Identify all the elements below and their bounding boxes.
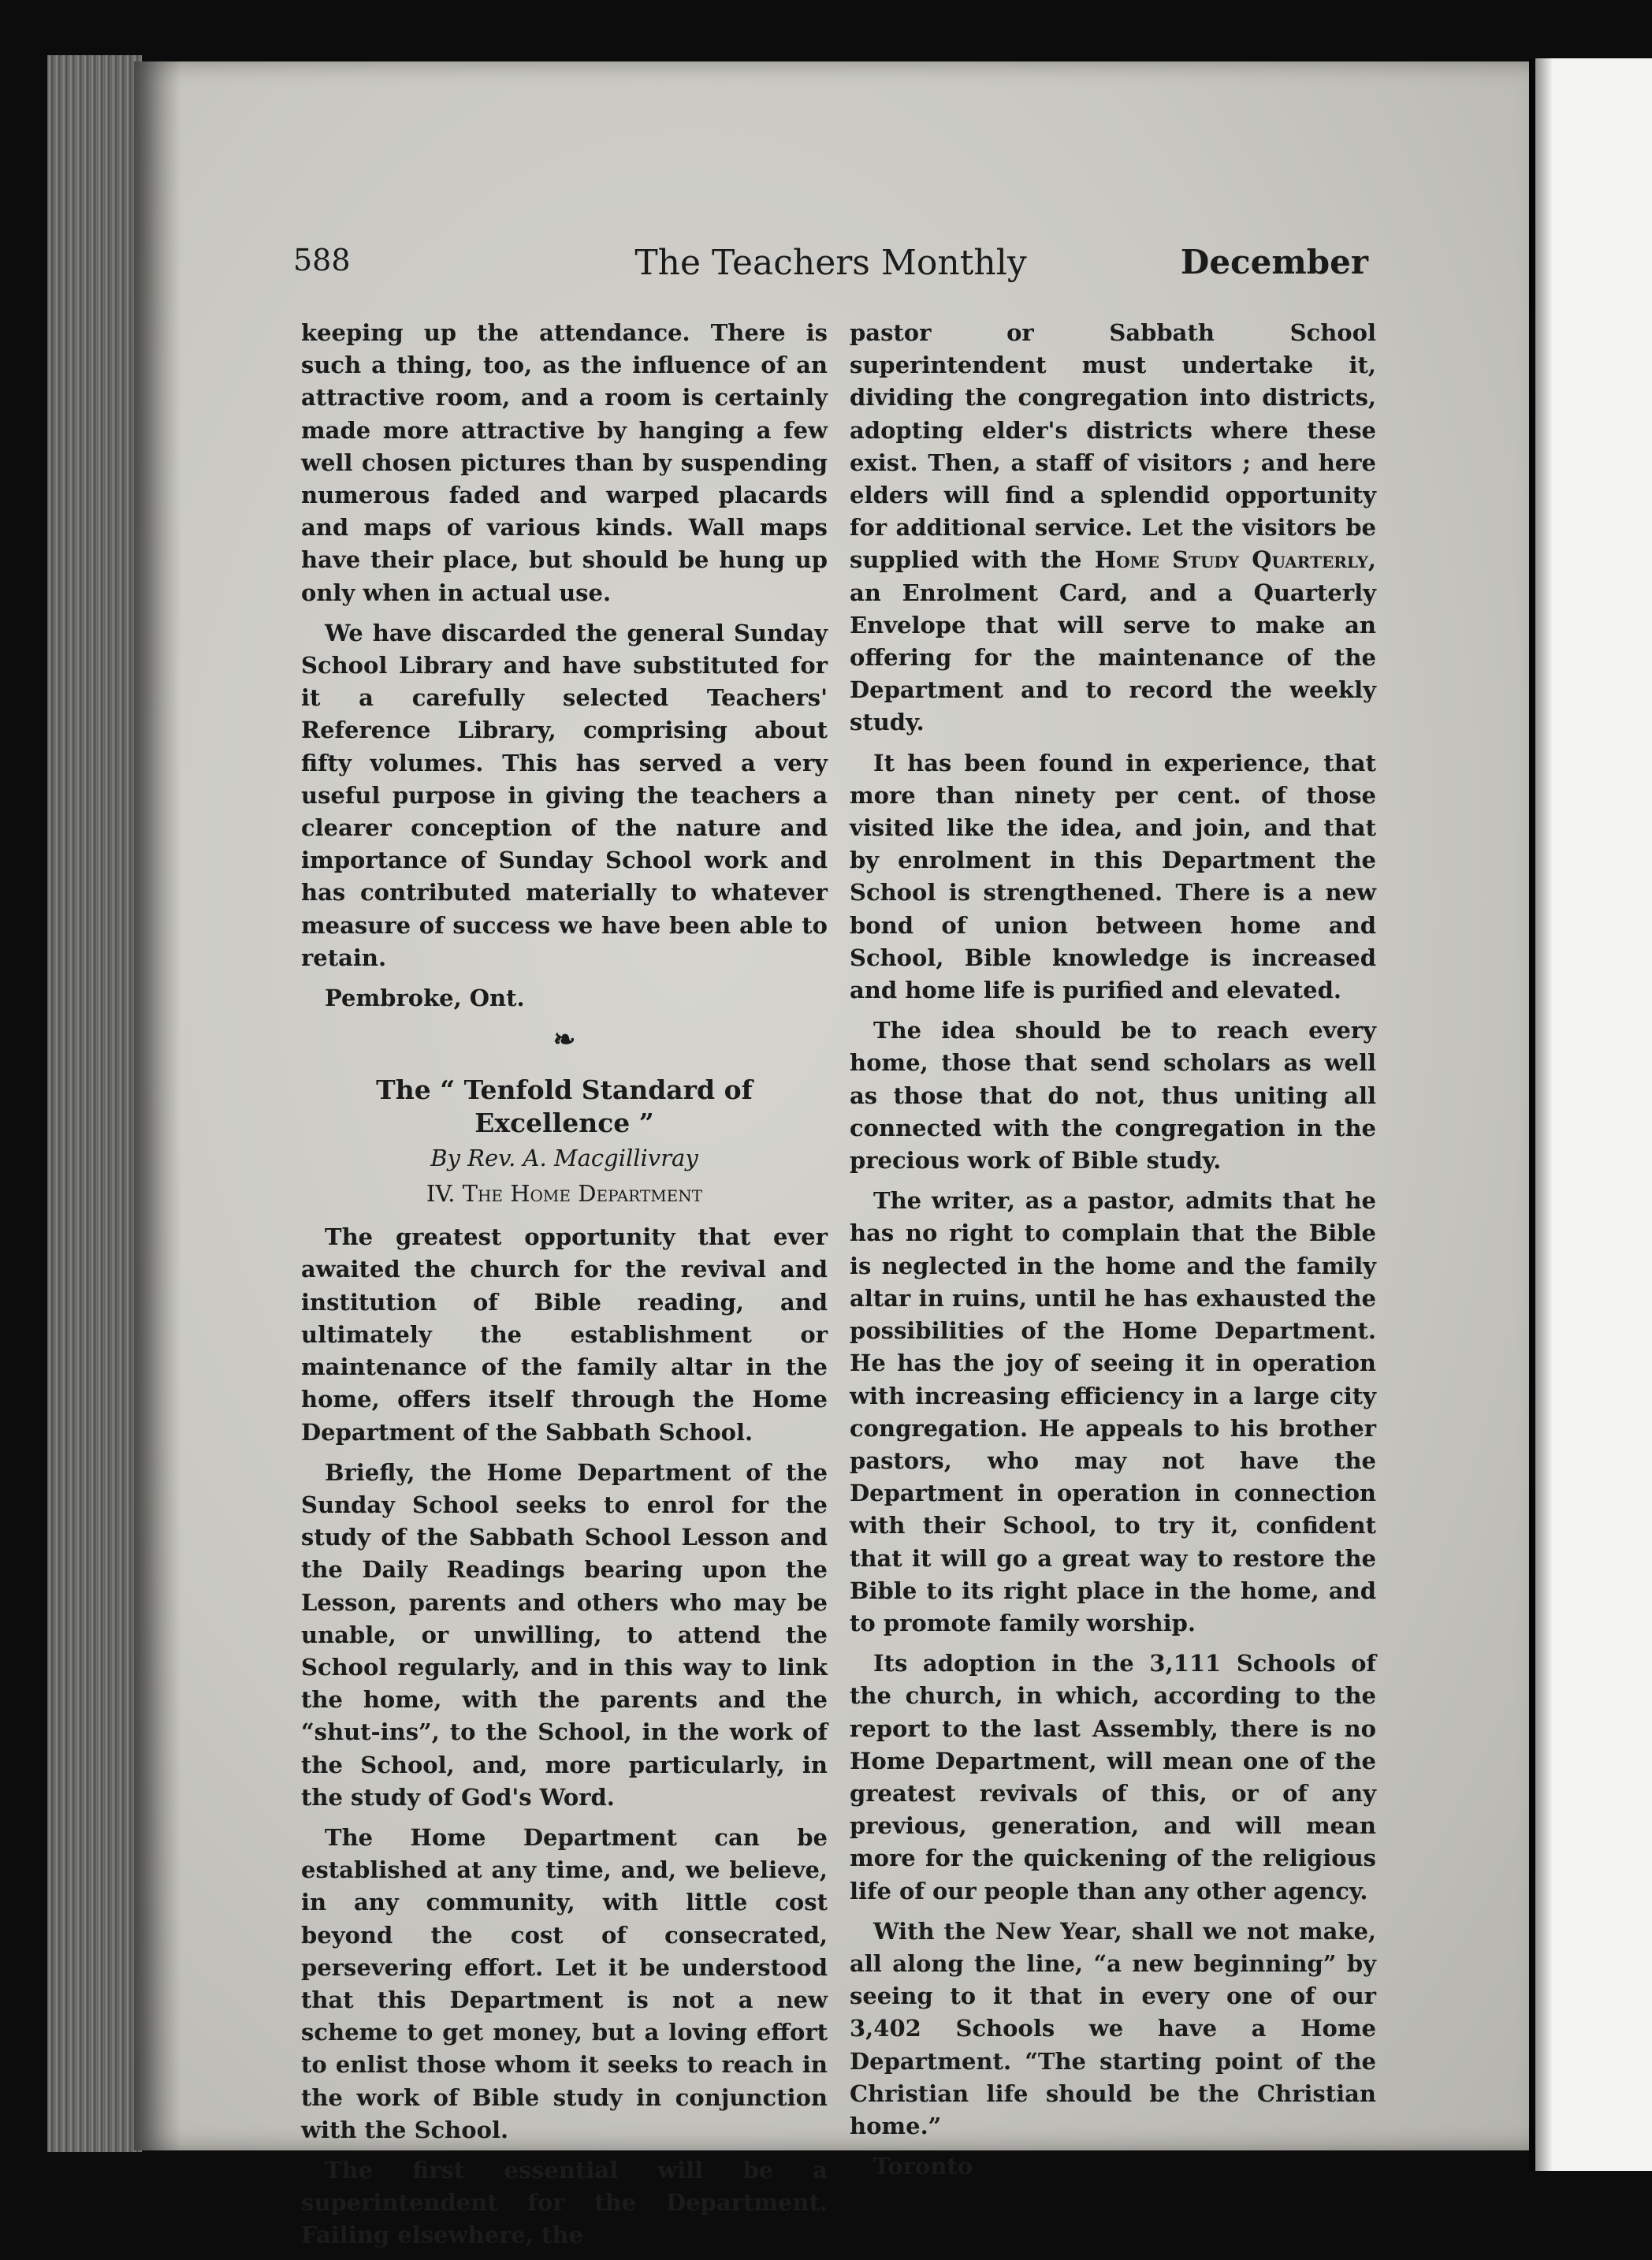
paragraph: The idea should be to reach every home, those that send scholars as well as those that do not, thus uniting all connected with the congregation in the precious work of Bible study. <box>850 1017 1376 1175</box>
running-title: The Teachers Monthly <box>634 243 1027 283</box>
article-byline: By Rev. A. Macgillivray <box>430 1144 698 1171</box>
adjacent-page <box>1535 58 1652 2171</box>
paragraph: The Home Department can be established at any time, and, we believe, in any community, with little cost beyond the cost of consecrated, persevering effort. Let it be understood that this Department is not a new scheme to get money, but a loving effort to enlist those whom it seeks to reach in the work of Bible study in conjunction with the School. <box>301 1823 828 2143</box>
paragraph: Briefly, the Home Department of the Sunday School seeks to enrol for the study of the Sabbath School Lesson and the Daily Readings bearing upon the Lesson, parents and others who may be unable, or unwilling, to attend the School regularly, and in this way to link the home, with the parents and the “shut-ins”, to the School, in the work of the School, and, more particularly, in the study of God's Word. <box>301 1458 828 1811</box>
publication-name: Home Study Quarterly <box>1094 546 1368 574</box>
fleuron-ornament: ❧ <box>553 1024 576 1056</box>
issue-month: December <box>1180 243 1368 281</box>
gutter-shadow <box>134 61 181 2150</box>
paragraph-text: , an Enrolment Card, and a Quarterly Envelope that will serve to make an offering for the maintenance of the Department and to record the weekly study. <box>850 546 1376 736</box>
paragraph-text: pastor or Sabbath School superintendent must undertake it, dividing the congregation into districts, adopting elder's districts where these exist. Then, a staff of visitors ; and here elders will find a splendid opportunity for additional service. Let the visitors be supplied with the <box>850 319 1376 574</box>
signoff-place: Toronto <box>873 2153 973 2180</box>
adjacent-page-shadow <box>1529 58 1553 2171</box>
article-title: The “ Tenfold Standard of Excellence ” <box>376 1074 753 1138</box>
paragraph: The first essential will be a superintendent for the Department. Failing elsewhere, the <box>301 2156 828 2249</box>
running-header <box>293 243 1368 290</box>
left-column <box>301 317 828 2260</box>
paragraph: We have discarded the general Sunday School Library and have substituted for it a carefully selected Teachers' Reference Library, comprising about fifty volumes. This has served a very useful purpose in giving the teachers a clearer conception of the nature and importance of Sunday School work and has contributed materially to whatever measure of success we have been able to retain. <box>301 619 828 971</box>
right-column <box>850 317 1376 2191</box>
paragraph: With the New Year, shall we not make, all along the line, “a new beginning” by seeing to it that in every one of our 3,402 Schools we have a Home Department. “The starting point of the Christian life should be the Christian home.” <box>850 1917 1376 2139</box>
paragraph <box>850 317 1376 739</box>
signoff-place: Pembroke, Ont. <box>325 985 525 1012</box>
page-number: 588 <box>293 243 351 277</box>
section-heading: IV. The Home Department <box>426 1180 703 1208</box>
paragraph: The greatest opportunity that ever awaited the church for the revival and institution of Bible reading, and ultimately the establishment or maintenance of the family altar in the home, offers itself through the Home Department of the Sabbath School. <box>301 1223 828 1446</box>
book-page-edges <box>47 55 142 2152</box>
paragraph: keeping up the attendance. There is such a thing, too, as the influence of an attractive room, and a room is certainly made more attractive by hanging a few well chosen pictures than by suspending numerous faded and warped placards and maps of various kinds. Wall maps have their place, but should be hung up only when in actual use. <box>301 319 828 606</box>
paragraph: The writer, as a pastor, admits that he has no right to complain that the Bible is neglected in the home and the family altar in ruins, until he has exhausted the possibilities of the Home Department. He has the joy of seeing it in operation with increasing efficiency in a large city congregation. He appeals to his brother pastors, who may not have the Department in operation in connection with their School, to try it, confident that it will go a great way to restore the Bible to its right place in the home, and to promote family worship. <box>850 1187 1376 1636</box>
paragraph: Its adoption in the 3,111 Schools of the church, in which, according to the report to the last Assembly, there is no Home Department, will mean one of the greatest revivals of this, or of any previous, generation, and will mean more for the quickening of the religious life of our people than any other agency. <box>850 1650 1376 1904</box>
paragraph: It has been found in experience, that more than ninety per cent. of those visited like the idea, and join, and that by enrolment in this Department the School is strengthened. There is a new bond of union between home and School, Bible knowledge is increased and home life is purified and elevated. <box>850 749 1376 1004</box>
